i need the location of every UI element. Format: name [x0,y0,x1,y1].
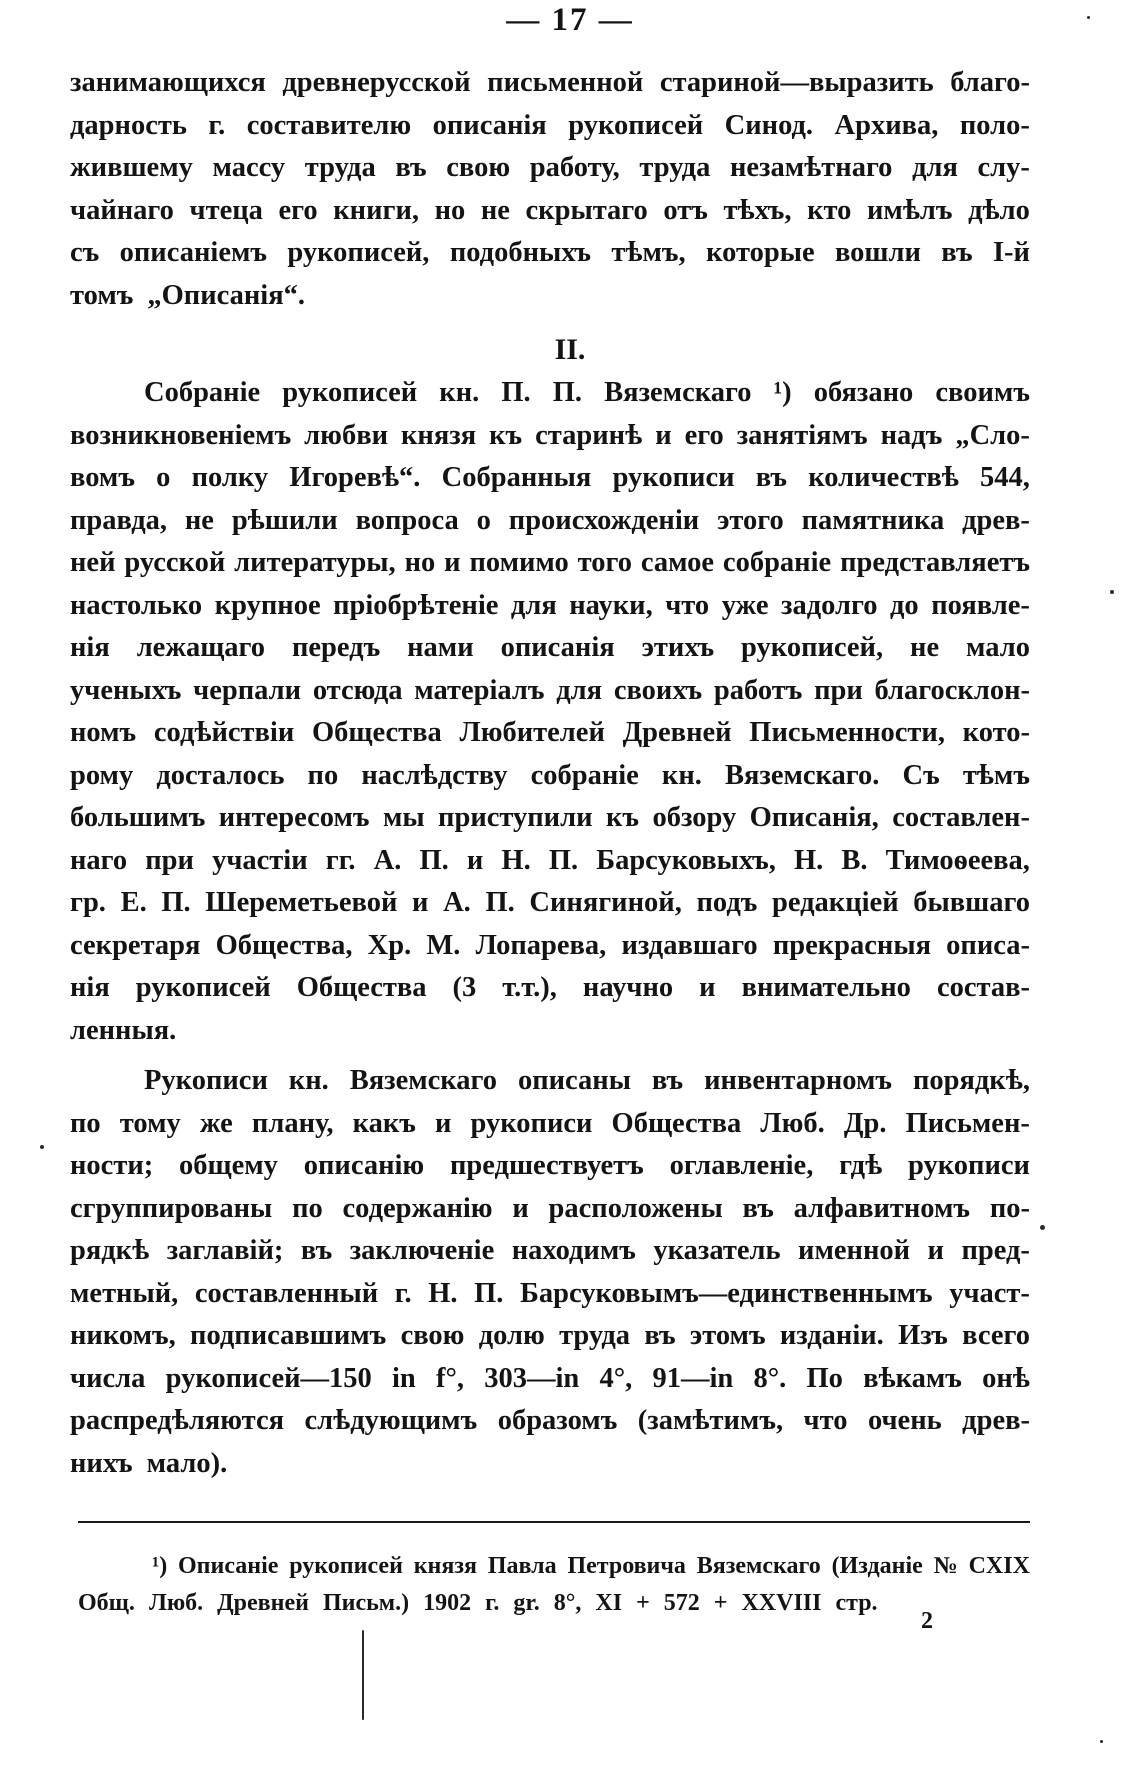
text-line: наго при участіи гг. А. П. и Н. П. Барсуковыхъ, Н. В. Тимоѳеева, [70,844,1030,876]
paragraph-continuation [70,62,1030,317]
text-line: нихъ мало). [70,1447,228,1479]
text-line: никомъ, подписавшимъ свою долю труда въ этомъ изданіи. Изъ всего [70,1320,1030,1351]
signature-mark: 2 [921,1608,933,1634]
footnote-separator [78,1521,1030,1523]
text-line: секретаря Общества, Хр. М. Лопарева, издавшаго прекрасныя описа- [70,929,1030,961]
text-line: нія лежащаго передъ нами описанія этихъ рукописей, не мало [70,632,1030,663]
text-line: возникновеніемъ любви князя къ старинѣ и его занятіямъ надъ „Сло- [70,419,1030,451]
text-line: чайнаго чтеца его книги, но не скрытаго отъ тѣхъ, кто имѣлъ дѣло [70,194,1030,226]
text-line: ней русской литературы, но и помимо того самое собраніе представляетъ [70,547,1030,578]
text-line: ¹) Описаніе рукописей князя Павла Петровича Вяземскаго (Изданіе № CXIX [152,1553,1030,1579]
text-line: занимающихся древнерусской письменной стариной—выразить благо- [70,67,1030,98]
text-line: по тому же плану, какъ и рукописи Общества Люб. Др. Письмен- [70,1107,1030,1139]
footnote [78,1548,1030,1622]
text-line: рядкѣ заглавій; въ заключеніе находимъ указатель именной и пред- [70,1235,1030,1266]
text-line: томъ „Описанія“. [70,279,306,311]
text-line: ленныя. [70,1014,177,1046]
text-line: вомъ о полку Игоревѣ“. Собранныя рукописи въ количествѣ 544, [70,462,1030,493]
page-number: — 17 — [506,2,634,38]
text-line: ученыхъ черпали отсюда матеріалъ для своихъ работъ при благосклон- [70,674,1030,706]
text-line: большимъ интересомъ мы приступили къ обзору Описанія, составлен- [70,802,1030,833]
section-heading: II. [554,333,586,366]
text-line: ности; общему описанію предшествуетъ оглавленіе, гдѣ рукописи [70,1150,1030,1181]
paragraph-collection-history [70,372,1030,1052]
text-line: Рукописи кн. Вяземскаго описаны въ инвентарномъ порядкѣ, [144,1065,1030,1096]
text-line: жившему массу труда въ свою работу, труда незамѣтнаго для слу- [70,152,1030,183]
text-line: распредѣляются слѣдующимъ образомъ (замѣтимъ, что очень древ- [70,1405,1030,1436]
text-line: метный, составленный г. Н. П. Барсуковымъ—единственнымъ участ- [70,1277,1030,1309]
text-line: настолько крупное пріобрѣтеніе для науки, что уже задолго до появле- [70,589,1030,621]
text-line: сгруппированы по содержанію и расположены въ алфавитномъ по- [70,1192,1030,1224]
text-line: Общ. Люб. Древней Письм.) 1902 г. gr. 8°, XI + 572 + XXVIII стр. [78,1590,878,1616]
paragraph-description-structure [70,1060,1030,1485]
text-line: нія рукописей Общества (3 т.т.), научно и внимательно состав- [70,972,1030,1003]
text-line: рому досталось по наслѣдству собраніе кн. Вяземскаго. Съ тѣмъ [70,759,1030,791]
text-line: Собраніе рукописей кн. П. П. Вяземскаго ¹) обязано своимъ [144,377,1030,408]
text-line: дарность г. составителю описанія рукописей Синод. Архива, поло- [70,109,1030,141]
text-line: гр. Е. П. Шереметьевой и А. П. Синягиной, подъ редакціей бывшаго [70,887,1030,918]
text-line: числа рукописей—150 in f°, 303—in 4°, 91—in 8°. По вѣкамъ онѣ [70,1362,1030,1394]
text-line: съ описаніемъ рукописей, подобныхъ тѣмъ, которые вошли въ I-й [70,237,1030,268]
text-line: правда, не рѣшили вопроса о происхожденіи этого памятника древ- [70,504,1030,536]
text-line: номъ содѣйствіи Общества Любителей Древней Письменности, кото- [70,717,1030,748]
